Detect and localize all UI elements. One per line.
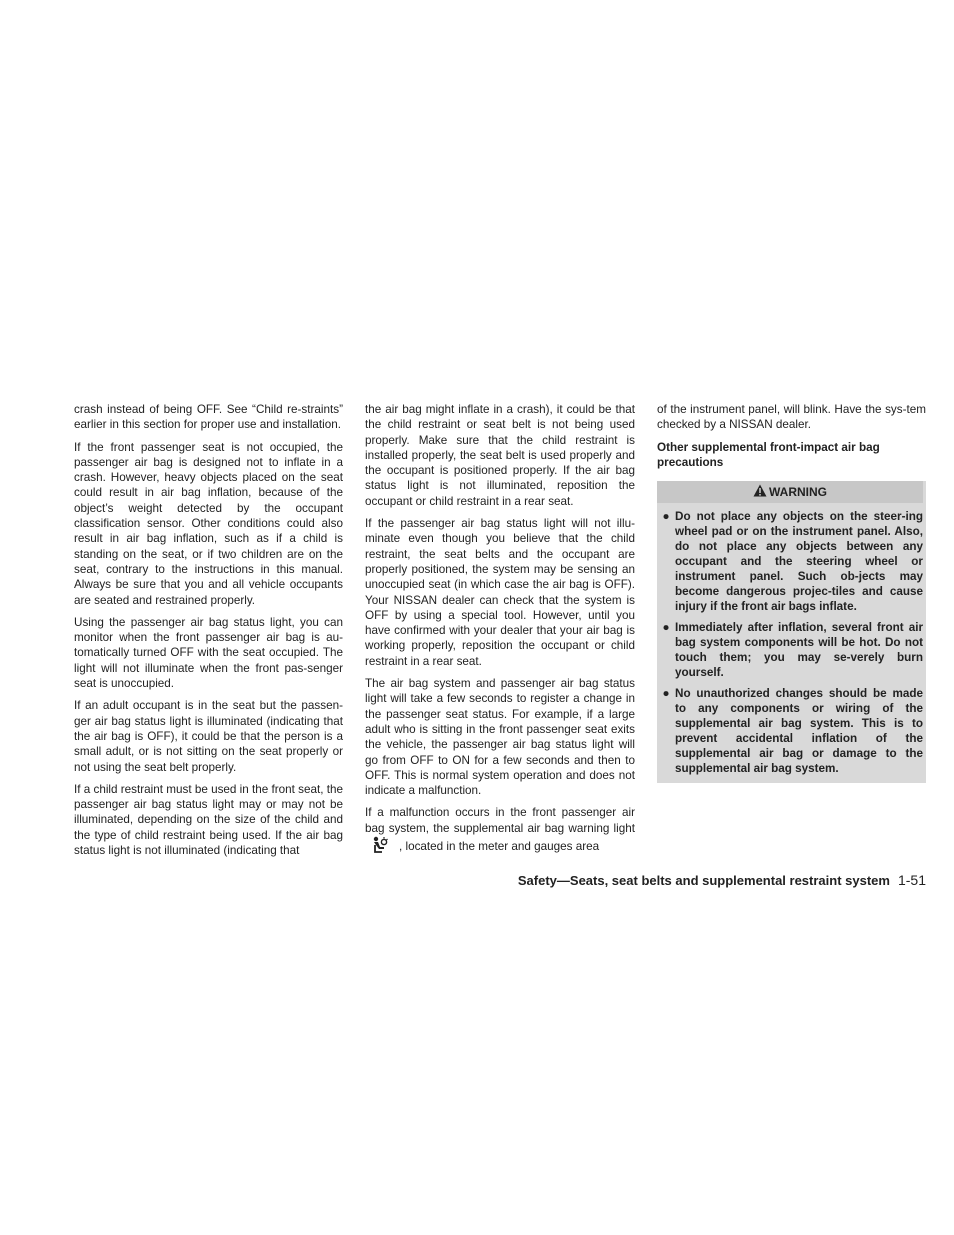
warning-header [657, 481, 923, 503]
bullet-icon: ● [662, 509, 670, 523]
page-number: 1-51 [897, 872, 926, 888]
warning-bullet [657, 509, 923, 614]
paragraph: of the instrument panel, will blink. Have the sys-tem checked by a NISSAN dealer. [657, 403, 926, 432]
paragraph: If an adult occupant is in the seat but the passen-ger air bag status light is illuminated (indicating that the air bag is OFF), it could be that the person is a small adult, or is not sitting on the seat properly or not using the seat belt properly. [74, 699, 343, 774]
paragraph: If the front passenger seat is not occupied, the passenger air bag is designed not to inflate in a crash. However, heavy objects placed on the seat could result in air bag inflation, because of the object’s weight detected by the occupant classification sensor. Other conditions could also result in air bag inflation, such as if a child is standing on the seat, or if two children are on the seat, contrary to the instructions in this manual. Always be sure that you and all vehicle occupants are seated and restrained properly. [74, 440, 343, 607]
bullet-icon: ● [662, 620, 670, 634]
footer-section-title: Safety—Seats, seat belts and supplemental restraint system [517, 873, 890, 888]
warning-bullet-text: Immediately after inflation, several front air bag system components will be hot. Do not touch them; you may se-verely burn yourself. [675, 620, 923, 679]
paragraph: The air bag system and passenger air bag status light will take a few seconds to register a change in the passenger seat status. For example, if a large adult who is sitting in the front passenger seat exits the vehicle, the passenger air bag status light will go from OFF to ON for a few seconds and then to OFF. This is normal system operation and does not indicate a malfunction. [365, 677, 635, 798]
airbag-warning-icon [371, 836, 389, 858]
page-footer [518, 872, 926, 888]
warning-bullet [657, 620, 923, 680]
section-subheading: Other supplemental front-impact air bag precautions [657, 440, 880, 469]
column-1 [74, 402, 343, 865]
warning-box [657, 481, 926, 783]
paragraph-airbag-light [365, 805, 635, 858]
paragraph: crash instead of being OFF. See “Child re-straints” earlier in this section for proper use and installation. [74, 403, 343, 432]
warning-bullet [657, 686, 923, 776]
warning-triangle-icon [753, 484, 769, 500]
warning-bullet-text: No unauthorized changes should be made to any components or wiring of the supplemental air bag system. This is to prevent accidental inflation of the supplemental air bag or damage to the supplemental air bag system. [675, 686, 923, 775]
warning-bullet-text: Do not place any objects on the steer-ing wheel pad or on the instrument panel. Also, do not place any objects between any occupant and the steering wheel or instrument panel. Such ob-jects may become dangerous projec-tiles and cause injury if the front air bags inflate. [675, 509, 923, 613]
column-2 [365, 402, 635, 865]
column-3 [657, 402, 926, 783]
bullet-icon: ● [662, 686, 670, 700]
paragraph: If a child restraint must be used in the front seat, the passenger air bag status light may or may not be illuminated, depending on the size of the child and the type of child restraint being used. If the air bag status light is not illuminated (indicating that [74, 782, 343, 858]
paragraph-text: If a malfunction occurs in the front passenger air bag system, the supplemental air bag warning light [365, 806, 635, 835]
warning-title: WARNING [769, 484, 827, 499]
paragraph: Using the passenger air bag status light, you can monitor when the front passenger air bag is au-tomatically turned OFF with the seat occupied. The light will not illuminate when the front pas-senger seat is unoccupied. [74, 615, 343, 691]
paragraph-text: , located in the meter and gauges area [399, 840, 600, 854]
paragraph: If the passenger air bag status light will not illu-minate even though you believe that the child restraint, the seat belts and the occupant are properly positioned, the system may be sensing an unoccupied seat (in which case the air bag is OFF). Your NISSAN dealer can check that the system is OFF by using a special tool. However, until you have confirmed with your dealer that your air bag is working properly, reposition the occupant or child restraint in a rear seat. [365, 517, 635, 668]
paragraph: the air bag might inflate in a crash), it could be that the child restraint or seat belt is not being used properly. Make sure that the child restraint is installed properly, the seat belt is used properly and the occupant is positioned properly. If the air bag status light is not illuminated, reposition the occupant or child restraint in a rear seat. [365, 403, 635, 508]
